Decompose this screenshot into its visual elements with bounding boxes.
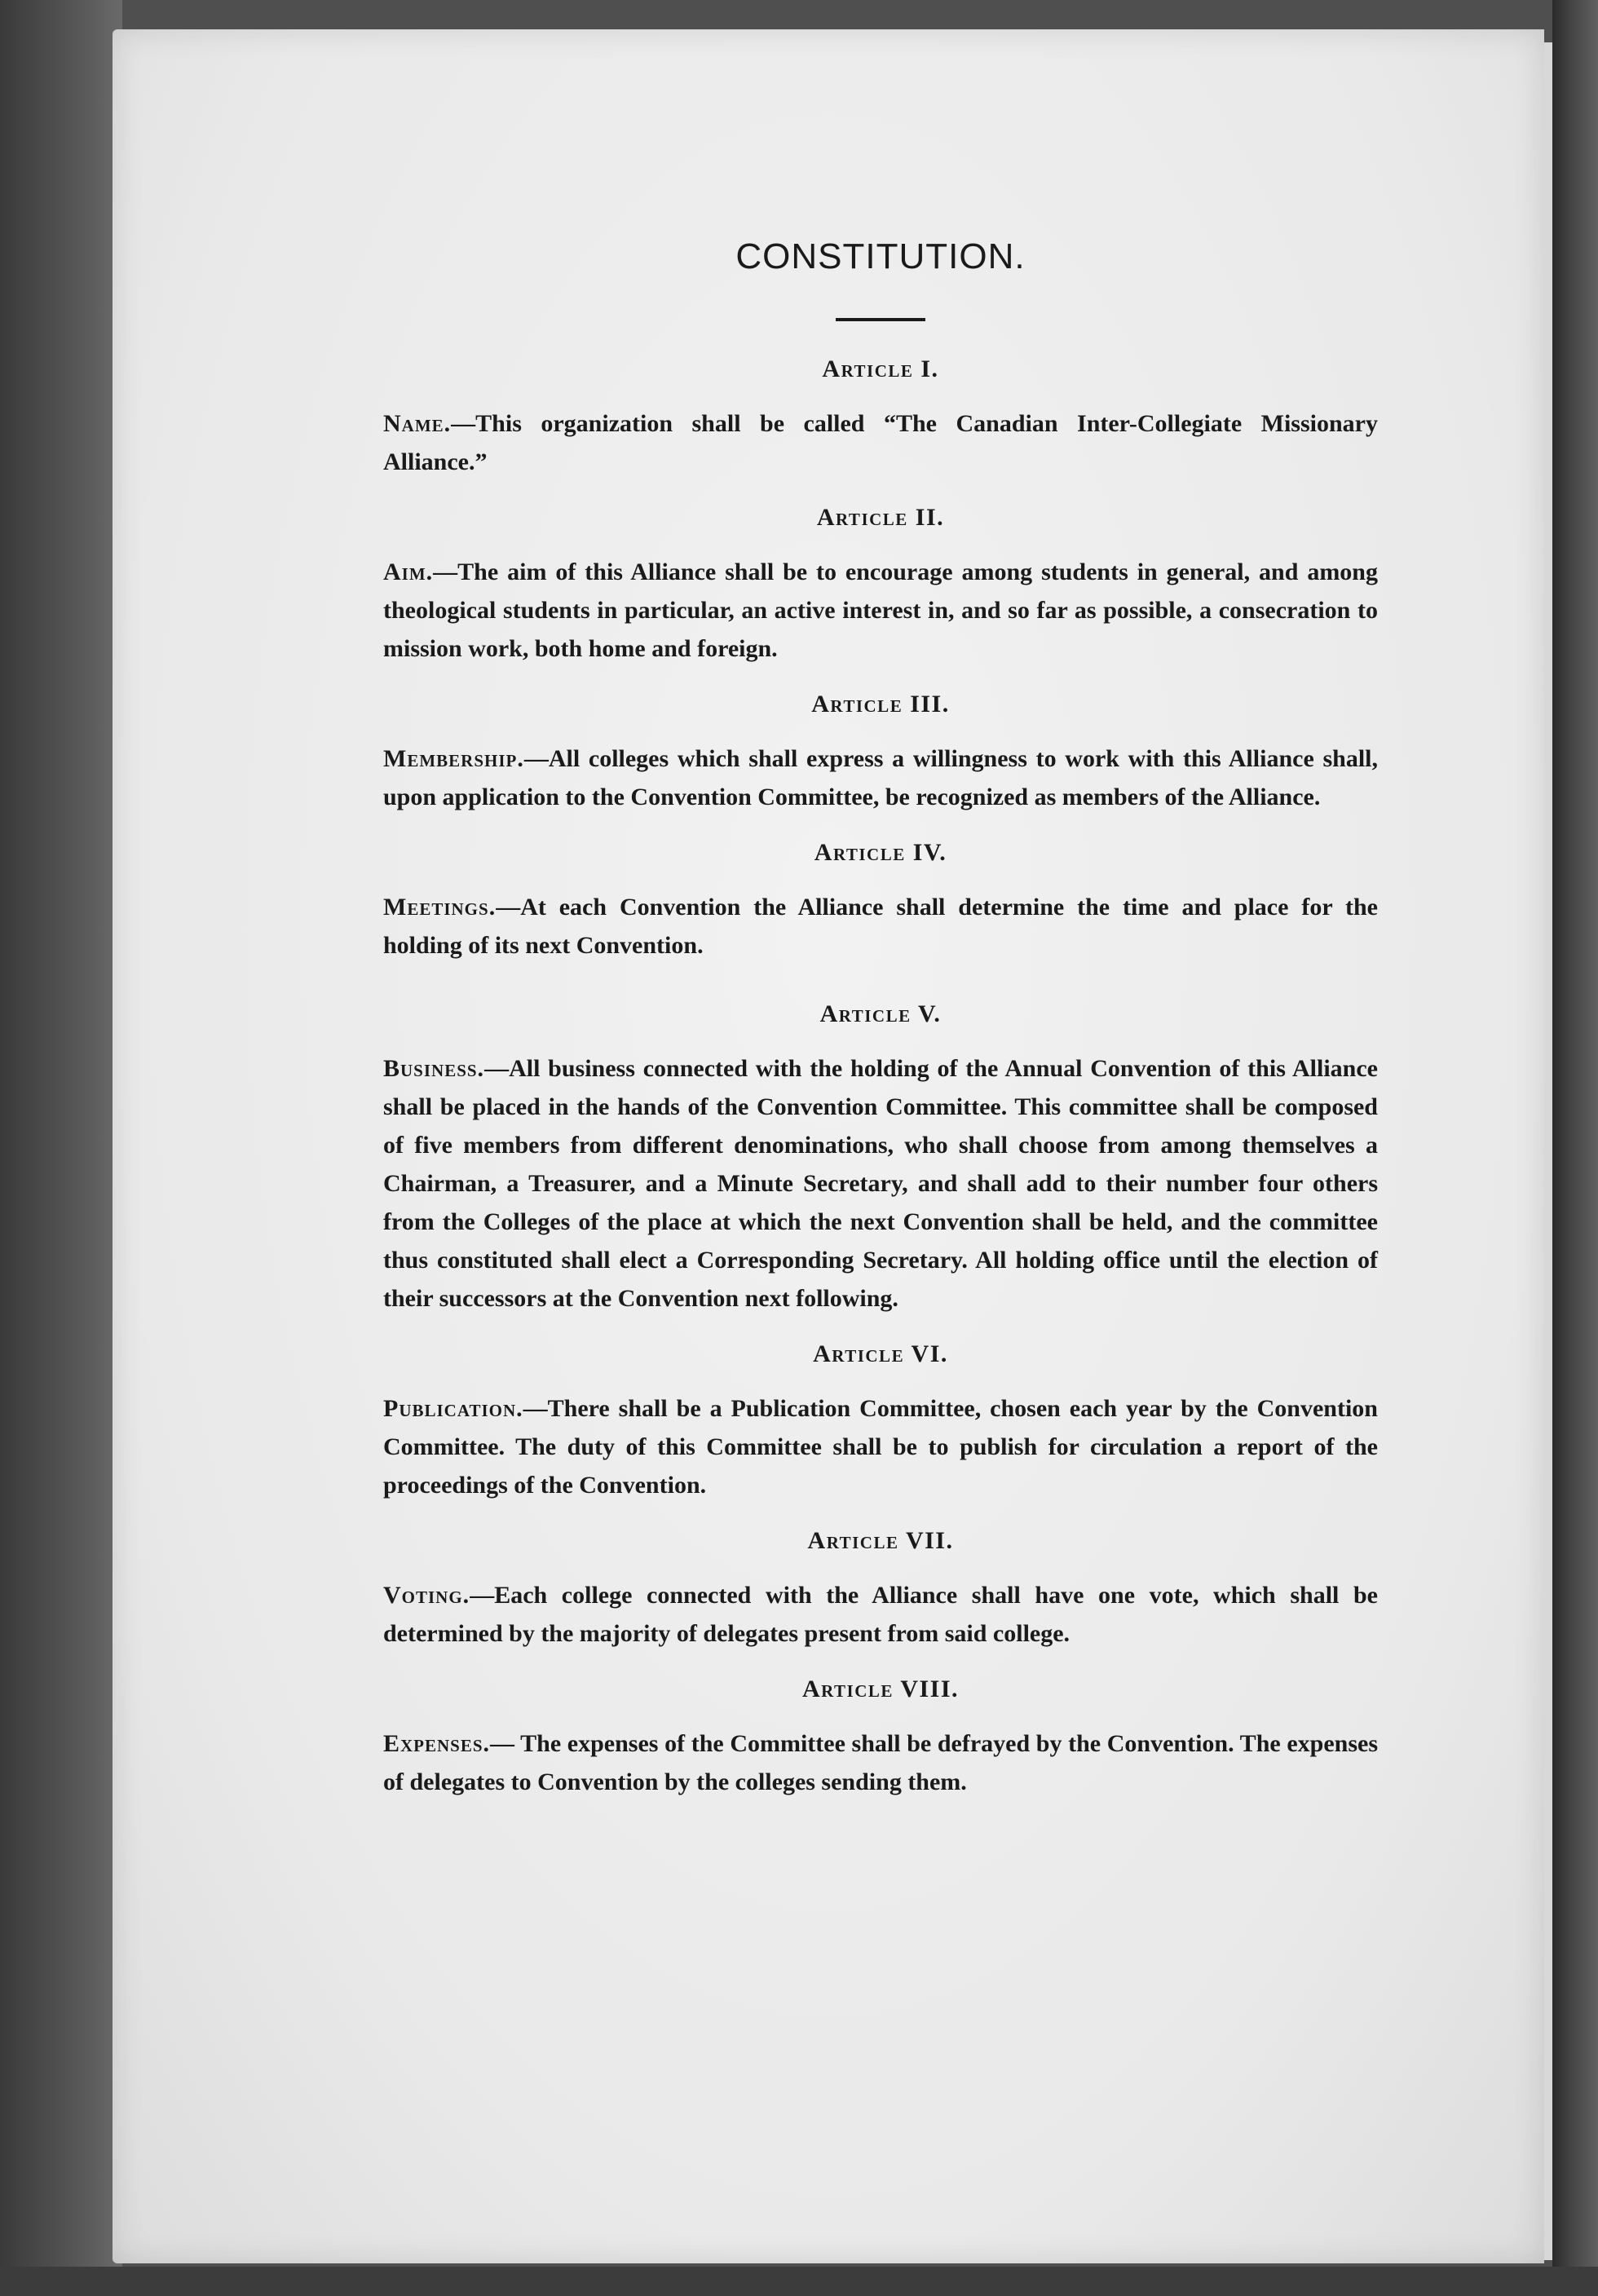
article-text: —All business connected with the holding of the Annual Convention of this Alliance shall be placed in the hands of the Convention Committee. This committee shall be composed of five members from different denominations, who shall choose from among themselves a Chairman, a Treasurer, and a Minute Secretary, and shall add to their number four others from the Colleges of the place at which the next Convention shall be held, and the committee thus constituted shall elect a Corresponding Secretary. All holding office until the election of their successors at the Convention next following. [383, 1055, 1378, 1312]
article-text: —This organization shall be called “The Canadian Inter-Collegiate Missionary Alliance.” [383, 410, 1378, 475]
article-1 [383, 355, 1378, 481]
scan-background-left [0, 0, 122, 2296]
article-text: —At each Convention the Alliance shall determine the time and place for the holding of its next Convention. [383, 894, 1378, 959]
article-body [383, 553, 1378, 668]
article-text: —All colleges which shall express a willingness to work with this Alliance shall, upon application to the Convention Committee, be recognized as members of the Alliance. [383, 745, 1378, 810]
scan-background-right [1552, 0, 1598, 2296]
article-body [383, 404, 1378, 481]
article-heading: Article II. [816, 504, 945, 531]
article-heading: Article III. [811, 691, 950, 718]
article-text: — The expenses of the Committee shall be defrayed by the Convention. The expenses of delegates to Convention by the colleges sending them. [383, 1730, 1378, 1795]
article-text: —Each college connected with the Alliance shall have one vote, which shall be determined by the majority of delegates present from said college. [383, 1582, 1378, 1647]
article-3 [383, 691, 1378, 816]
article-body [383, 888, 1378, 965]
article-2 [383, 504, 1378, 668]
article-lead: Membership. [383, 745, 524, 772]
scan-background-bottom [0, 2267, 1598, 2296]
article-body [383, 740, 1378, 816]
document-title: CONSTITUTION. [735, 236, 1026, 276]
next-page-edge [1544, 42, 1552, 2260]
article-lead: Meetings. [383, 894, 497, 921]
article-5 [383, 1000, 1378, 1318]
article-7 [383, 1527, 1378, 1653]
article-text: —The aim of this Alliance shall be to encourage among students in general, and among theological students in particular, an active interest in, and so far as possible, a consecration to mission work, both home and foreign. [383, 559, 1378, 662]
article-body [383, 1389, 1378, 1504]
article-lead: Name. [383, 410, 452, 437]
article-body [383, 1576, 1378, 1653]
article-lead: Expenses. [383, 1730, 491, 1757]
article-heading: Article I. [822, 355, 939, 382]
article-lead: Publication. [383, 1395, 523, 1422]
article-body [383, 1049, 1378, 1318]
article-lead: Business. [383, 1055, 485, 1082]
article-6 [383, 1340, 1378, 1504]
article-8 [383, 1676, 1378, 1801]
title-rule [836, 318, 925, 321]
document-content [383, 236, 1378, 1824]
article-lead: Aim. [383, 559, 434, 585]
article-text: —There shall be a Publication Committee, chosen each year by the Convention Committee. The duty of this Committee shall be to publish for circulation a report of the proceedings of the Convention. [383, 1395, 1378, 1499]
article-heading: Article VIII. [801, 1676, 960, 1702]
article-heading: Article VII. [807, 1527, 954, 1554]
article-heading: Article V. [819, 1000, 942, 1027]
article-heading: Article VI. [813, 1340, 948, 1367]
article-4 [383, 839, 1378, 965]
article-lead: Voting. [383, 1582, 470, 1609]
article-heading: Article IV. [814, 839, 947, 866]
article-body [383, 1724, 1378, 1801]
